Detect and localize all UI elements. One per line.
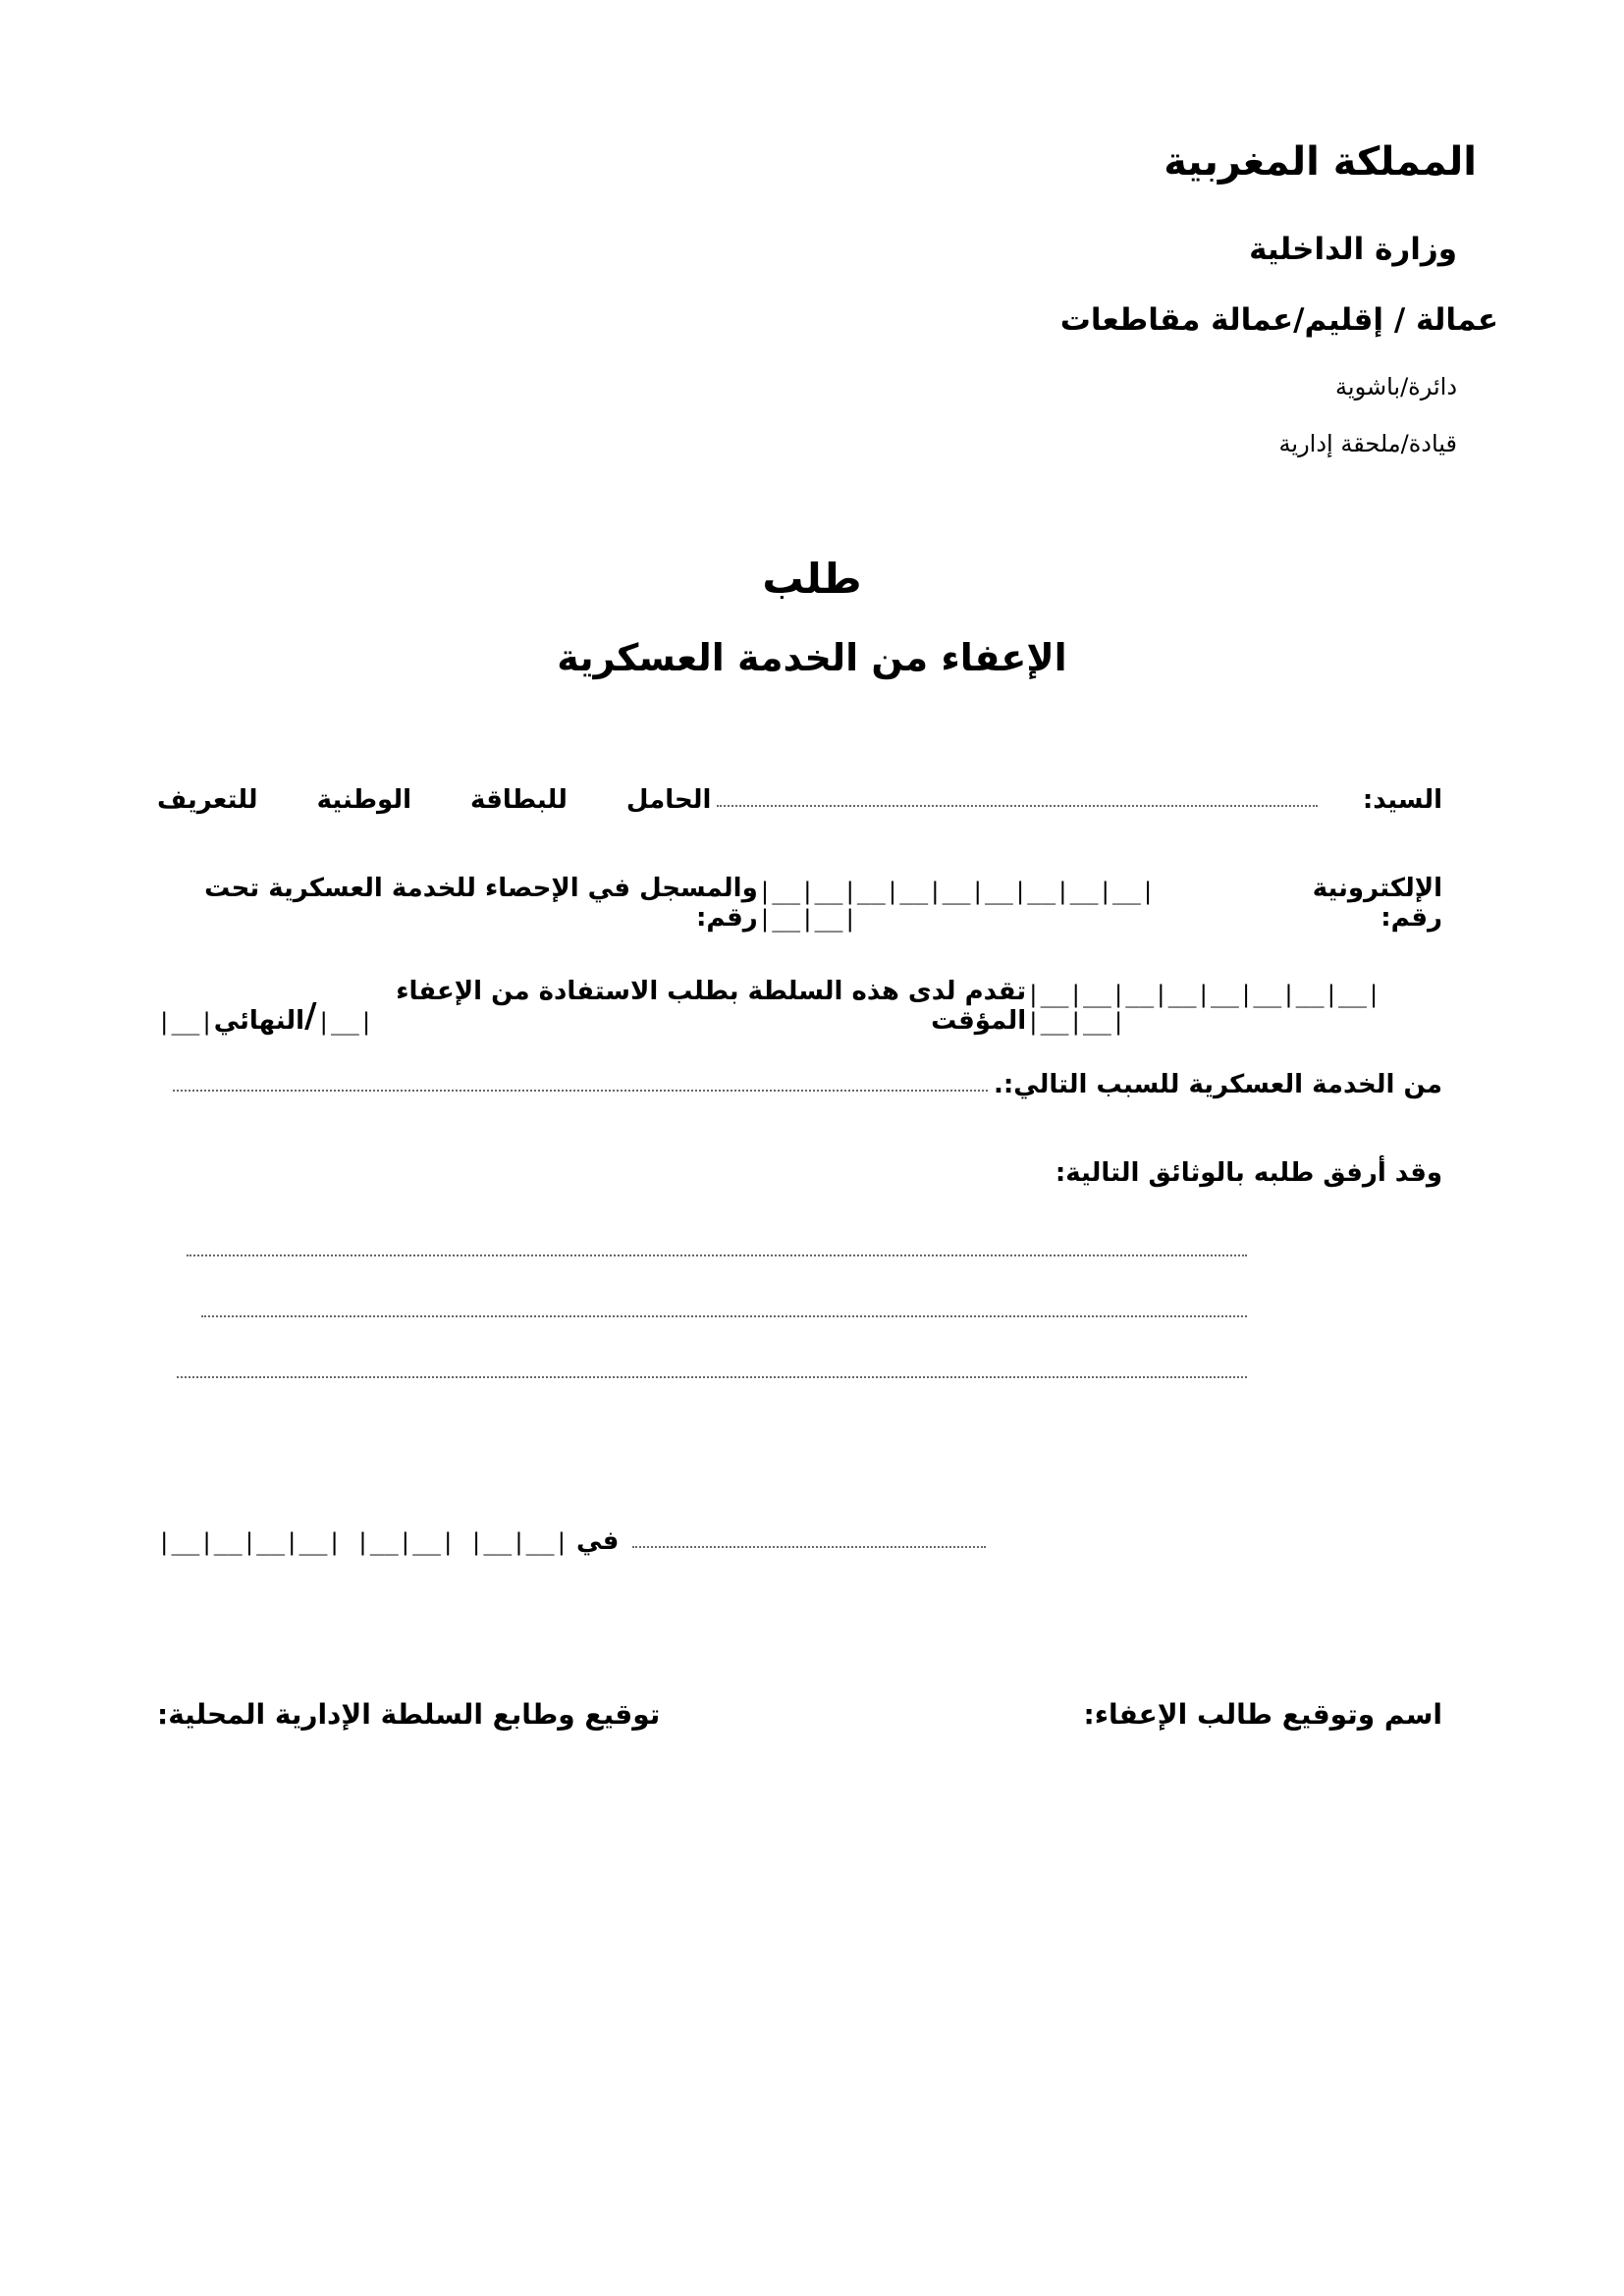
prefecture-label: عمالة / إقليم/عمالة مقاطعات: [1059, 302, 1498, 338]
document-field-2[interactable]: [201, 1315, 1247, 1317]
in-label: في: [576, 1526, 620, 1556]
final-checkbox[interactable]: |__|: [157, 1008, 214, 1036]
mister-label: السيد:: [1362, 785, 1442, 815]
final-text: النهائي: [213, 1006, 305, 1036]
body-line-3: [157, 977, 1442, 1036]
body-line-5: [157, 1158, 1442, 1188]
name-field[interactable]: [717, 804, 1317, 807]
card-word-3: للتعريف: [157, 785, 258, 815]
document-subtitle: الإعفاء من الخدمة العسكرية: [557, 636, 1067, 679]
date-row: [157, 1526, 992, 1556]
registered-text: والمسجل في الإحصاء للخدمة العسكرية تحت رقم:: [204, 874, 758, 933]
date-boxes[interactable]: |__|__|__|__| |__|__| |__|__|: [157, 1528, 569, 1556]
district-label: دائرة/باشوية: [1335, 373, 1457, 400]
holder-text: الحامل: [625, 785, 712, 815]
applicant-signature-label: اسم وتوقيع طالب الإعفاء:: [1083, 1698, 1442, 1731]
document-field-3[interactable]: [177, 1376, 1247, 1378]
authority-signature-label: توقيع وطابع السلطة الإدارية المحلية:: [157, 1698, 661, 1731]
command-label: قيادة/ملحقة إدارية: [1278, 430, 1457, 457]
kingdom-title: المملكة المغربية: [1164, 139, 1477, 185]
body-line-2: [157, 874, 1442, 933]
registration-number-boxes[interactable]: |__|__|__|__|__|__|__|__| |__|__|: [1026, 981, 1381, 1036]
request-text: تقدم لدى هذه السلطة بطلب الاستفادة من الإعفاء المؤقت: [396, 977, 1027, 1036]
place-field[interactable]: [632, 1545, 986, 1548]
electronic-number-label: الإلكترونية رقم:: [1312, 874, 1442, 933]
ministry-title: وزارة الداخلية: [1249, 232, 1457, 267]
slash-separator: /: [304, 996, 317, 1036]
document-title: طلب: [762, 555, 862, 603]
cin-number-boxes[interactable]: |__|__|__|__|__|__|__|__|__| |__|__|: [757, 878, 1156, 933]
card-word-1: للبطاقة: [470, 785, 568, 815]
body-line-1: [157, 785, 1442, 815]
document-field-1[interactable]: [187, 1255, 1247, 1256]
card-word-2: الوطنية: [316, 785, 412, 815]
documents-text: وقد أرفق طلبه بالوثائق التالية:: [1055, 1158, 1442, 1188]
reason-field[interactable]: [173, 1089, 988, 1092]
reason-text: من الخدمة العسكرية للسبب التالي:.: [994, 1070, 1442, 1099]
temporary-checkbox[interactable]: |__|: [316, 1008, 374, 1036]
body-line-4: [157, 1070, 1442, 1099]
